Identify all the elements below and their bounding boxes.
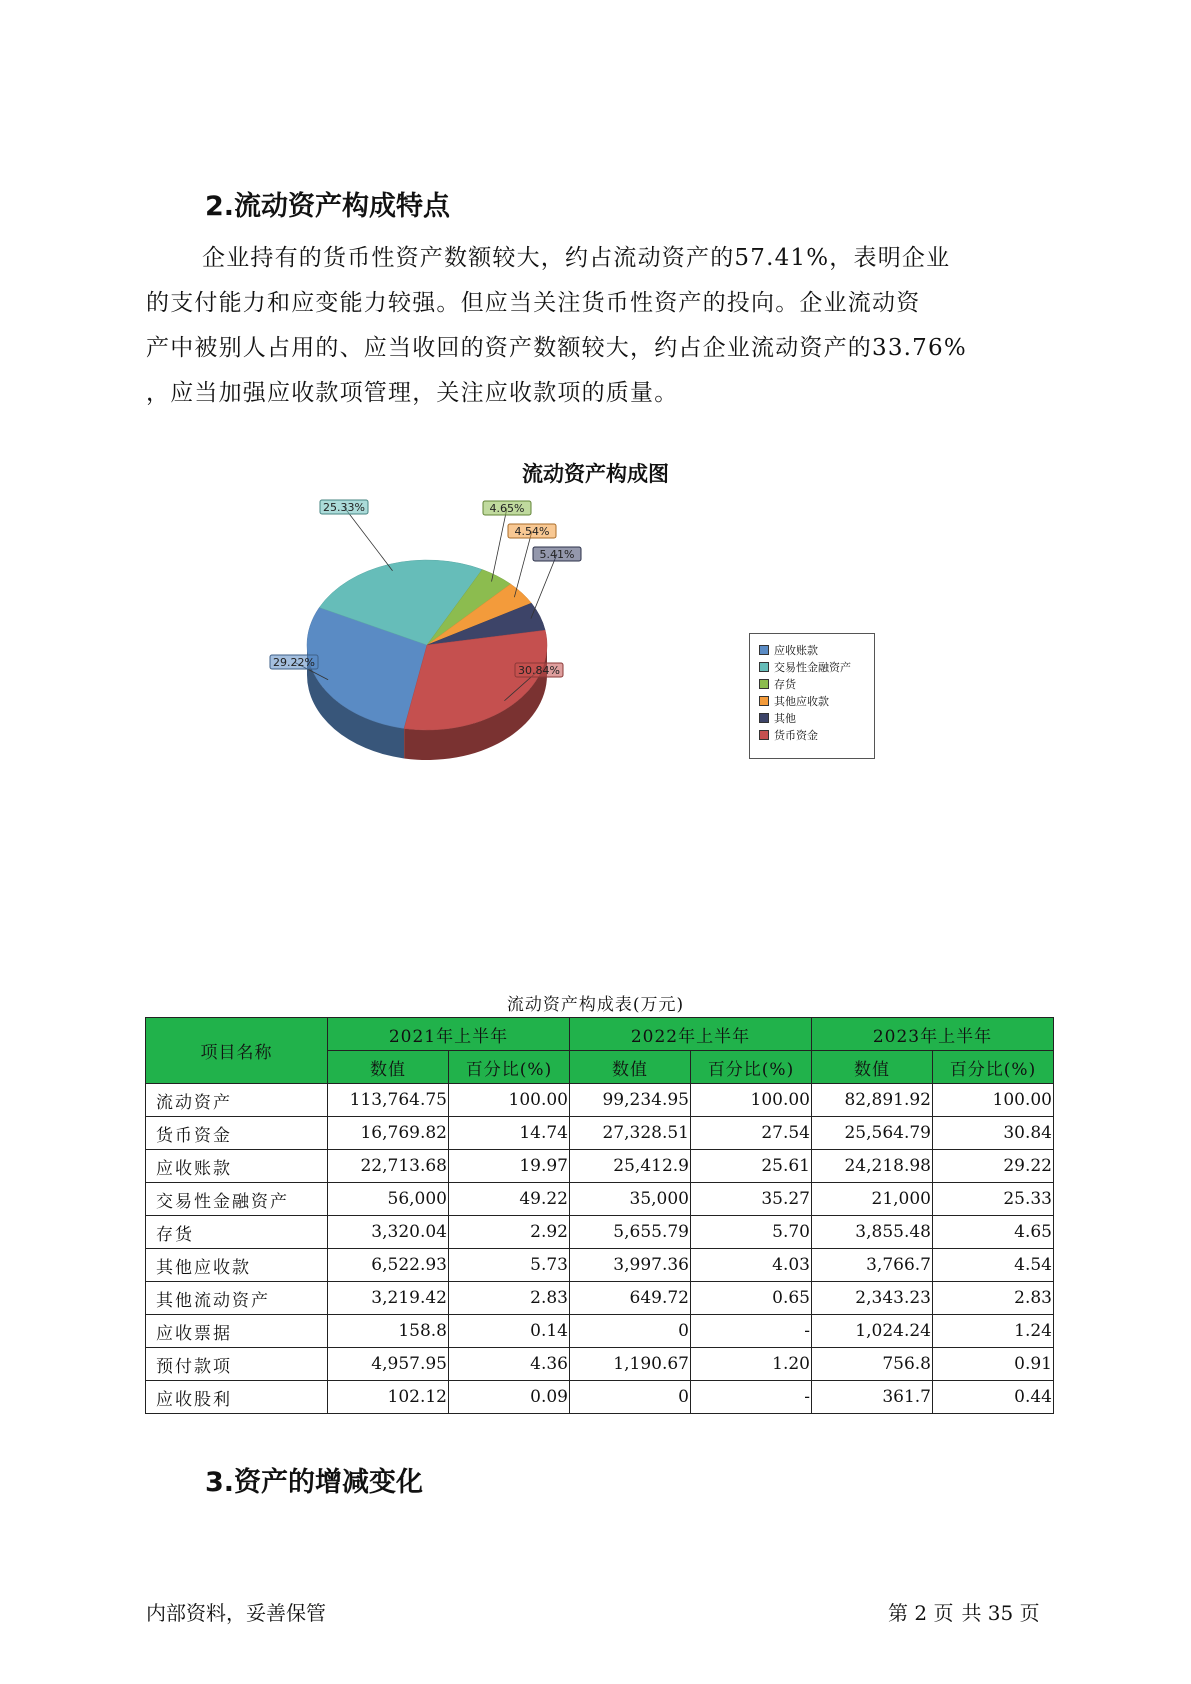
row-label: 预付款项 (146, 1348, 328, 1381)
percent-cell: 14.74 (449, 1117, 570, 1150)
data-label: 30.84% (518, 664, 560, 677)
value-cell: 24,218.98 (812, 1150, 933, 1183)
value-cell: 25,564.79 (812, 1117, 933, 1150)
table-row (146, 1282, 1054, 1315)
percent-cell: 2.83 (449, 1282, 570, 1315)
value-cell: 3,855.48 (812, 1216, 933, 1249)
percent-cell: 1.24 (933, 1315, 1054, 1348)
value-cell: 82,891.92 (812, 1084, 933, 1117)
table-body (146, 1084, 1054, 1414)
value-cell: 6,522.93 (328, 1249, 449, 1282)
data-label: 29.22% (273, 656, 315, 669)
header-percent: 百分比(%) (933, 1051, 1054, 1084)
percent-cell: 19.97 (449, 1150, 570, 1183)
value-cell: 0 (570, 1315, 691, 1348)
value-cell: 113,764.75 (328, 1084, 449, 1117)
value-cell: 3,320.04 (328, 1216, 449, 1249)
percent-cell: 0.09 (449, 1381, 570, 1414)
percent-cell: 25.61 (691, 1150, 812, 1183)
value-cell: 361.7 (812, 1381, 933, 1414)
row-label: 交易性金融资产 (146, 1183, 328, 1216)
value-cell: 4,957.95 (328, 1348, 449, 1381)
value-cell: 3,219.42 (328, 1282, 449, 1315)
label-leader-line (531, 554, 557, 619)
section-heading: 3.资产的增减变化 (205, 1467, 424, 1498)
percent-cell: 4.65 (933, 1216, 1054, 1249)
pie-chart (250, 501, 610, 765)
paragraph-line: ，应当加强应收款项管理，关注应收款项的质量。 (146, 380, 679, 406)
header-item-name: 项目名称 (146, 1018, 328, 1084)
percent-cell: 25.33 (933, 1183, 1054, 1216)
legend-item (759, 644, 818, 658)
percent-cell: 2.92 (449, 1216, 570, 1249)
body-paragraph (146, 236, 1046, 416)
table-row (146, 1348, 1054, 1381)
chart-title: 流动资产构成图 (522, 462, 669, 486)
header-period: 2022年上半年 (570, 1018, 812, 1051)
legend-swatch (759, 730, 769, 740)
legend-swatch (759, 662, 769, 672)
table-caption: 流动资产构成表(万元) (506, 995, 685, 1015)
percent-cell: 0.14 (449, 1315, 570, 1348)
percent-cell: 0.91 (933, 1348, 1054, 1381)
percent-cell: - (691, 1381, 812, 1414)
percent-cell: 100.00 (933, 1084, 1054, 1117)
value-cell: 649.72 (570, 1282, 691, 1315)
value-cell: 16,769.82 (328, 1117, 449, 1150)
header-value: 数值 (570, 1051, 691, 1084)
row-label: 存货 (146, 1216, 328, 1249)
chart-legend (749, 633, 875, 759)
table-row (146, 1381, 1054, 1414)
percent-cell: 27.54 (691, 1117, 812, 1150)
footer-confidential: 内部资料，妥善保管 (146, 1601, 326, 1625)
data-label: 25.33% (323, 501, 365, 514)
percent-cell: 4.54 (933, 1249, 1054, 1282)
percent-cell: 5.73 (449, 1249, 570, 1282)
percent-cell: 1.20 (691, 1348, 812, 1381)
legend-swatch (759, 645, 769, 655)
percent-cell: - (691, 1315, 812, 1348)
percent-cell: 5.70 (691, 1216, 812, 1249)
percent-cell: 100.00 (691, 1084, 812, 1117)
header-value: 数值 (812, 1051, 933, 1084)
legend-item (759, 695, 829, 709)
value-cell: 99,234.95 (570, 1084, 691, 1117)
value-cell: 3,997.36 (570, 1249, 691, 1282)
percent-cell: 29.22 (933, 1150, 1054, 1183)
percent-cell: 35.27 (691, 1183, 812, 1216)
legend-item (759, 661, 851, 675)
header-period: 2021年上半年 (328, 1018, 570, 1051)
legend-swatch (759, 679, 769, 689)
row-label: 应收账款 (146, 1150, 328, 1183)
legend-label: 货币资金 (774, 729, 818, 742)
value-cell: 102.12 (328, 1381, 449, 1414)
percent-cell: 4.36 (449, 1348, 570, 1381)
row-label: 其他应收款 (146, 1249, 328, 1282)
value-cell: 3,766.7 (812, 1249, 933, 1282)
data-label: 4.54% (514, 525, 550, 538)
value-cell: 21,000 (812, 1183, 933, 1216)
legend-label: 交易性金融资产 (774, 661, 851, 674)
label-leader-line (344, 507, 393, 571)
label-leader-line (514, 531, 532, 597)
header-period: 2023年上半年 (812, 1018, 1054, 1051)
percent-cell: 0.65 (691, 1282, 812, 1315)
legend-item (759, 729, 818, 743)
header-percent: 百分比(%) (449, 1051, 570, 1084)
percent-cell: 2.83 (933, 1282, 1054, 1315)
legend-swatch (759, 696, 769, 706)
header-percent: 百分比(%) (691, 1051, 812, 1084)
percent-cell: 4.03 (691, 1249, 812, 1282)
current-assets-table (145, 1017, 1054, 1414)
table-row (146, 1183, 1054, 1216)
table-row (146, 1084, 1054, 1117)
legend-swatch (759, 713, 769, 723)
percent-cell: 0.44 (933, 1381, 1054, 1414)
table-row (146, 1150, 1054, 1183)
table-row (146, 1249, 1054, 1282)
paragraph-line: 企业持有的货币性资产数额较大，约占流动资产的57.41%，表明企业 (202, 245, 951, 271)
label-leader-line (492, 508, 507, 582)
row-label: 货币资金 (146, 1117, 328, 1150)
value-cell: 1,190.67 (570, 1348, 691, 1381)
legend-label: 其他 (774, 712, 796, 725)
value-cell: 0 (570, 1381, 691, 1414)
paragraph-line: 产中被别人占用的、应当收回的资产数额较大，约占企业流动资产的33.76% (146, 335, 967, 361)
value-cell: 22,713.68 (328, 1150, 449, 1183)
value-cell: 1,024.24 (812, 1315, 933, 1348)
value-cell: 27,328.51 (570, 1117, 691, 1150)
value-cell: 756.8 (812, 1348, 933, 1381)
data-label: 5.41% (539, 548, 575, 561)
percent-cell: 100.00 (449, 1084, 570, 1117)
percent-cell: 49.22 (449, 1183, 570, 1216)
legend-label: 存货 (774, 678, 796, 691)
value-cell: 35,000 (570, 1183, 691, 1216)
table-row (146, 1315, 1054, 1348)
legend-label: 应收账款 (774, 644, 818, 657)
data-label: 4.65% (489, 502, 525, 515)
value-cell: 158.8 (328, 1315, 449, 1348)
value-cell: 25,412.9 (570, 1150, 691, 1183)
table-row (146, 1117, 1054, 1150)
row-label: 应收股利 (146, 1381, 328, 1414)
legend-item (759, 712, 796, 726)
percent-cell: 30.84 (933, 1117, 1054, 1150)
footer-page-number (880, 1597, 1040, 1626)
paragraph-line: 的支付能力和应变能力较强。但应当关注货币性资产的投向。企业流动资 (146, 290, 921, 316)
footer-total: 共 35 页 (961, 1601, 1040, 1625)
row-label: 流动资产 (146, 1084, 328, 1117)
header-value: 数值 (328, 1051, 449, 1084)
value-cell: 2,343.23 (812, 1282, 933, 1315)
table-row (146, 1216, 1054, 1249)
legend-label: 其他应收款 (774, 695, 829, 708)
section-heading: 2.流动资产构成特点 (205, 191, 451, 222)
row-label: 应收票据 (146, 1315, 328, 1348)
legend-item (759, 678, 796, 692)
value-cell: 56,000 (328, 1183, 449, 1216)
value-cell: 5,655.79 (570, 1216, 691, 1249)
row-label: 其他流动资产 (146, 1282, 328, 1315)
footer-page: 第 2 页 (888, 1601, 954, 1625)
